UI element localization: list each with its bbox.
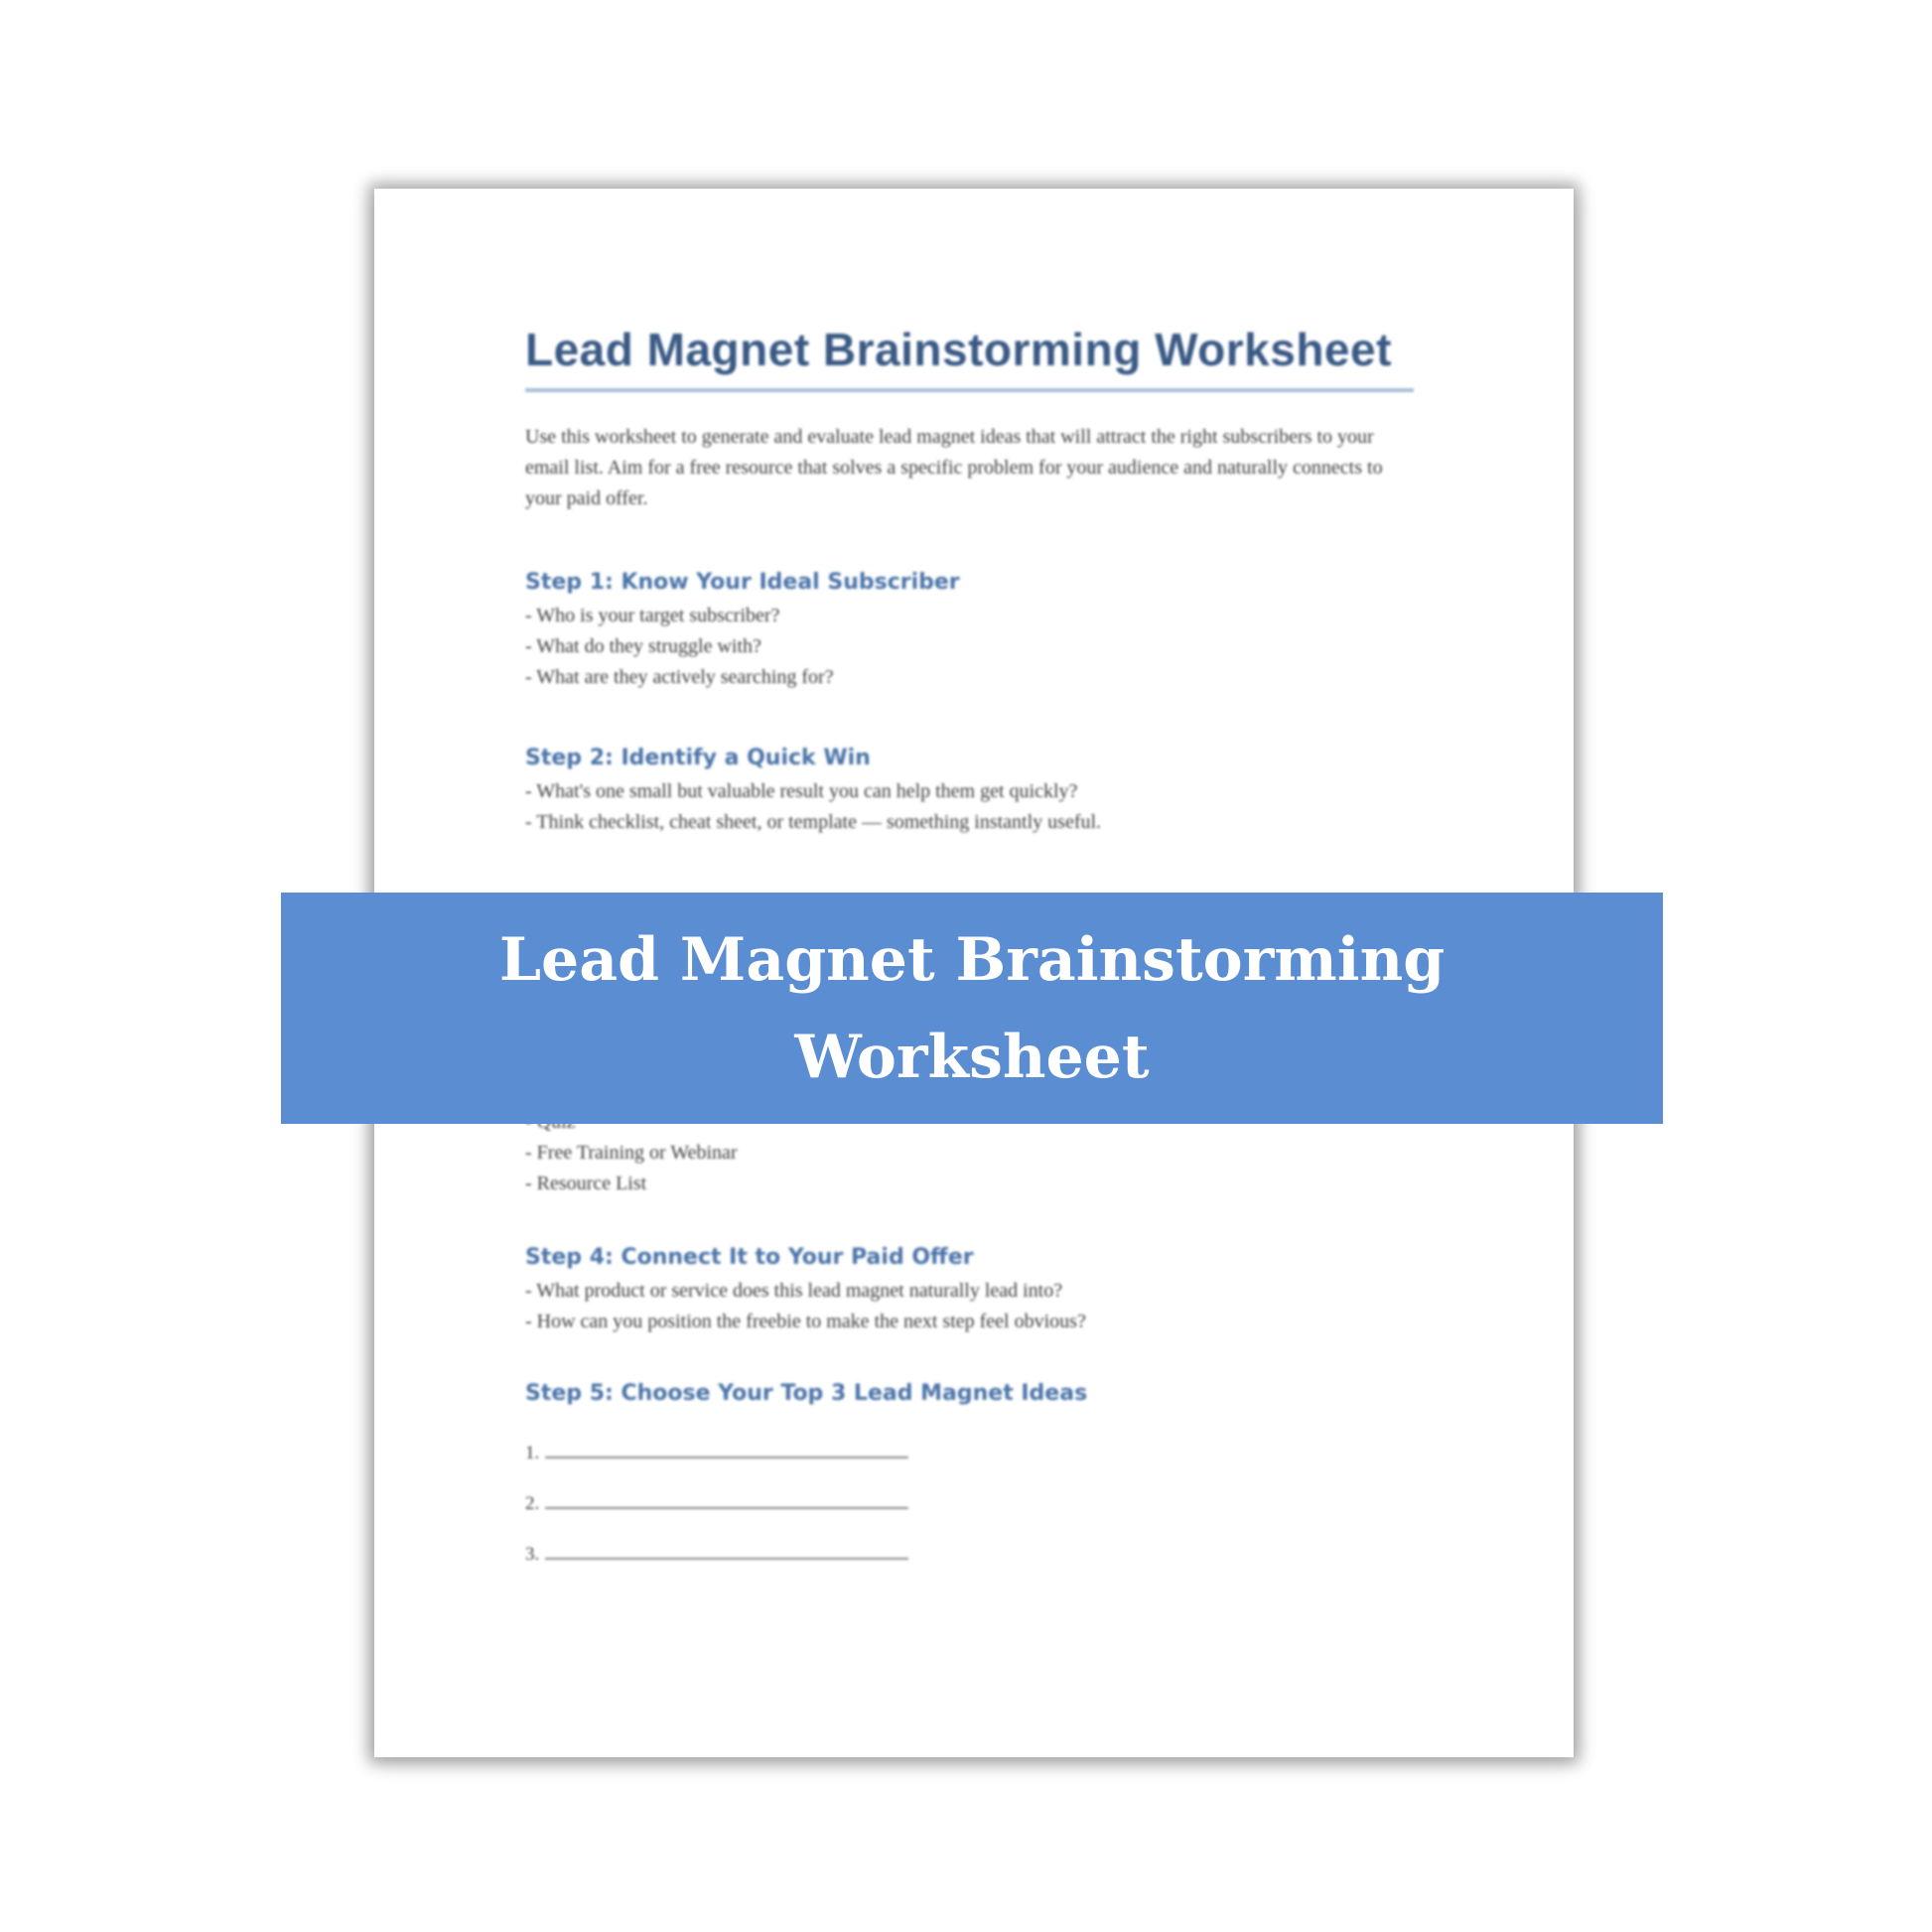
banner-title: Lead Magnet Brainstorming Worksheet <box>498 924 1446 1092</box>
idea-blank <box>545 1507 908 1509</box>
step-4-bullet: - What product or service does this lead magnet naturally lead into? <box>525 1280 1063 1302</box>
step-3-bullet: - Resource List <box>525 1173 647 1194</box>
step-1-bullet: - What are they actively searching for? <box>525 666 834 688</box>
step-1-bullets <box>525 601 1414 693</box>
idea-number: 3. <box>525 1544 540 1565</box>
step-2-heading: Step 2: Identify a Quick Win <box>525 746 871 770</box>
top-ideas-list <box>525 1414 1414 1566</box>
step-4-heading: Step 4: Connect It to Your Paid Offer <box>525 1245 974 1270</box>
idea-blank <box>545 1456 908 1458</box>
idea-line <box>525 1464 1414 1515</box>
step-1-section <box>525 570 1414 693</box>
step-3-bullet: - Free Training or Webinar <box>525 1142 738 1164</box>
idea-number: 2. <box>525 1493 540 1514</box>
idea-line <box>525 1414 1414 1464</box>
step-4-bullets <box>525 1276 1414 1337</box>
idea-blank <box>545 1558 908 1560</box>
step-1-heading: Step 1: Know Your Ideal Subscriber <box>525 570 960 595</box>
idea-number: 1. <box>525 1443 540 1463</box>
step-4-section <box>525 1245 1414 1337</box>
title-banner <box>281 893 1663 1124</box>
step-5-heading: Step 5: Choose Your Top 3 Lead Magnet Ideas <box>525 1381 1088 1406</box>
step-4-bullet: - How can you position the freebie to make the next step feel obvious? <box>525 1311 1086 1332</box>
step-1-bullet: - Who is your target subscriber? <box>525 605 780 626</box>
step-5-section <box>525 1381 1414 1566</box>
step-2-section <box>525 746 1414 838</box>
worksheet-title: Lead Magnet Brainstorming Worksheet <box>525 323 1414 392</box>
idea-line <box>525 1515 1414 1566</box>
worksheet-intro: Use this worksheet to generate and evaluate lead magnet ideas that will attract the right subscribers to your email list. Aim for a free resource that solves a specific problem for your audience and naturally connects to your paid offer. <box>525 426 1383 509</box>
step-2-bullets <box>525 776 1414 838</box>
step-2-bullet: - Think checklist, cheat sheet, or template — something instantly useful. <box>525 811 1102 833</box>
step-2-bullet: - What's one small but valuable result you can help them get quickly? <box>525 780 1078 802</box>
step-1-bullet: - What do they struggle with? <box>525 635 761 657</box>
